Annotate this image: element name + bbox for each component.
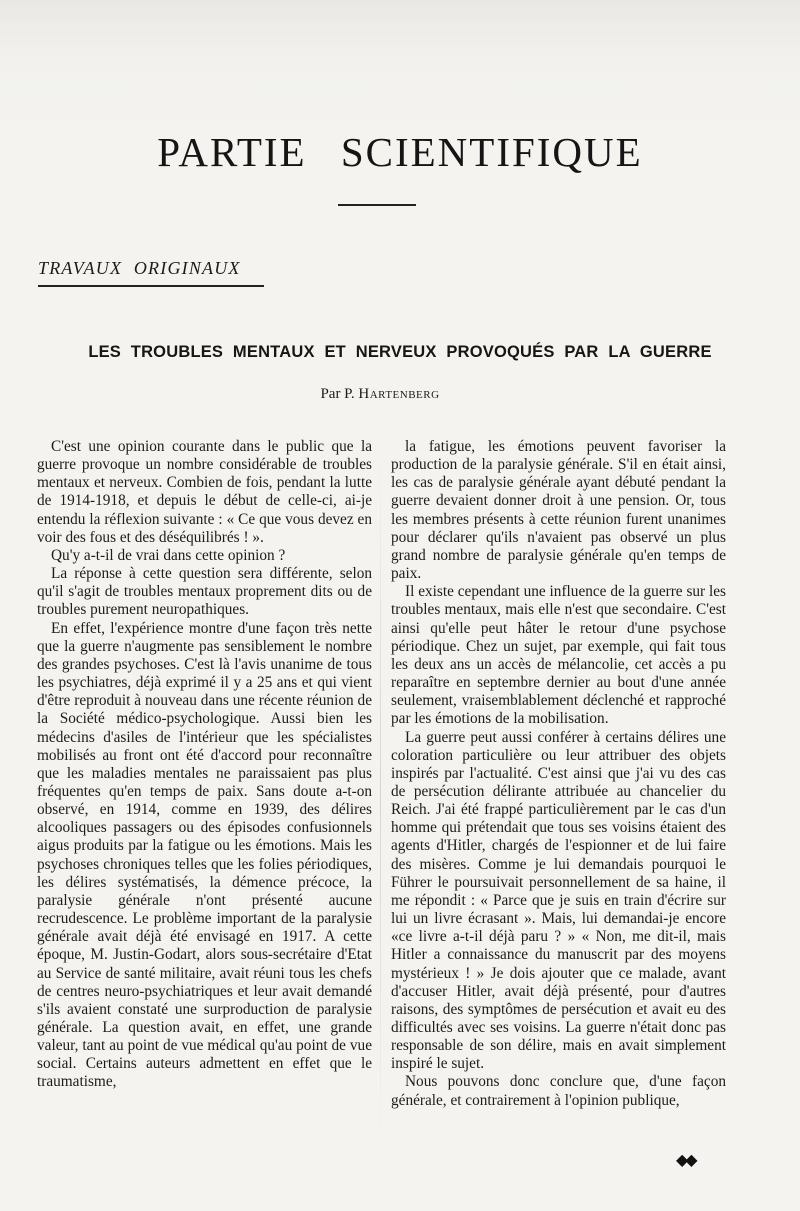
- left-column: [37, 438, 372, 1092]
- paragraph: la fatigue, les émotions peuvent favoriser la production de la paralysie générale. S'il en était ainsi, les cas de paralysie générale ayant débuté pendant la guerre devaient donner droit à une pension. Or, tous les membres présents à cette réunion furent unanimes pour déclarer qu'ils n'avaient pas observé un plus grand nombre de paralysie générale qu'en temps de paix.: [391, 438, 726, 583]
- paragraph: Nous pouvons donc conclure que, d'une façon générale, et contrairement à l'opinion publique,: [391, 1073, 726, 1109]
- paragraph: C'est une opinion courante dans le public que la guerre provoque un nombre considérable de troubles mentaux et nerveux. Combien de fois, pendant la lutte de 1914-1918, et depuis le début de celle-ci, ai-je entendu la réflexion suivante : « Ce que vous devez en voir des fous et des déséquilibrés ! ».: [37, 438, 372, 546]
- paragraph: Il existe cependant une influence de la guerre sur les troubles mentaux, mais elle n'est que secondaire. C'est ainsi qu'elle peut hâter le retour d'une psychose périodique. Chez un sujet, par exemple, qui fait tous les deux ans un accès de mélancolie, cet accès a pu reparaître en septembre dernier au bout d'une année seulement, vraisemblablement déclenché et rapproché par les émotions de la mobilisation.: [391, 583, 726, 728]
- paragraph: Qu'y a-t-il de vrai dans cette opinion ?: [51, 546, 286, 564]
- title-rule: [338, 204, 416, 206]
- right-column: [391, 438, 726, 1110]
- column-divider: [380, 440, 381, 1152]
- paragraph: La guerre peut aussi conférer à certains délires une coloration particulière ou leur attribuer des objets inspirés par l'actualité. C'est ainsi que j'ai vu des cas de persécution délirante attribuée au chancelier du Reich. J'ai été frappé particulièrement par le cas d'un homme qui prétendait que tous ses voisins étaient des agents d'Hitler, chargés de l'espionner et de lui faire des misères. Comme je lui demandais pourquoi le Führer le poursuivait personnellement de sa haine, il me répondit : « Parce que je suis en train d'écrire sur lui un livre écrasant ». Mais, lui demandai-je encore «ce livre a-t-il déjà paru ? » « Non, me dit-il, mais Hitler a connaissance du manuscrit par des moyens mystérieux ! » Je dois ajouter que ce malade, avant d'accuser Hitler, avait déjà présenté, pour d'autres raisons, des symptômes de persécution et avait eu des difficultés avec ses voisins. La guerre n'était donc pas responsable de son délire, mais en avait simplement inspiré le sujet.: [391, 728, 726, 1073]
- byline-prefix: Par P.: [320, 386, 355, 402]
- page-end-ornament: ◆◆: [676, 1150, 695, 1169]
- section-heading: TRAVAUX ORIGINAUX: [38, 258, 241, 278]
- paragraph: La réponse à cette question sera différente, selon qu'il s'agit de troubles mentaux proprement dits ou de troubles purement neuropathiques.: [37, 565, 372, 619]
- byline: [0, 386, 760, 403]
- page-title: PARTIE SCIENTIFIQUE: [157, 129, 643, 175]
- paragraph: En effet, l'expérience montre d'une façon très nette que la guerre n'augmente pas sensiblement le nombre des grandes psychoses. C'est là l'avis unanime de tous les psychiatres, déjà exprimé il y a 25 ans et qui vient d'être reproduit à nouveau dans une récente réunion de la Société médico-psychologique. Aussi bien les médecins d'asiles de l'intérieur que les spécialistes mobilisés au front ont été d'accord pour reconnaître que les maladies mentales ne paraissaient pas plus fréquentes qu'en temps de paix. Sans doute a-t-on observé, en 1914, comme en 1939, des délires alcooliques passagers ou des épisodes confusionnels aigus produits par la fatigue ou les émotions. Mais les psychoses chroniques telles que les folies périodiques, les délires systématisés, la démence précoce, la paralysie générale n'ont présenté aucune recrudescence. Le problème important de la paralysie générale avait déjà été envisagé en 1917. A cette époque, M. Justin-Godart, alors sous-secrétaire d'Etat au Service de santé militaire, avait réuni tous les chefs de centres neuro-psychiatriques et leur avait demandé s'ils avaient constaté une surproduction de paralysie générale. La question avait, en effet, une grande valeur, tant au point de vue médical qu'au point de vue social. Certains auteurs admettent en effet que le traumatisme,: [37, 619, 372, 1091]
- section-rule: [38, 285, 264, 287]
- article-title: LES TROUBLES MENTAUX ET NERVEUX PROVOQUÉS PAR LA GUERRE: [88, 343, 712, 361]
- byline-author: Hartenberg: [358, 386, 440, 402]
